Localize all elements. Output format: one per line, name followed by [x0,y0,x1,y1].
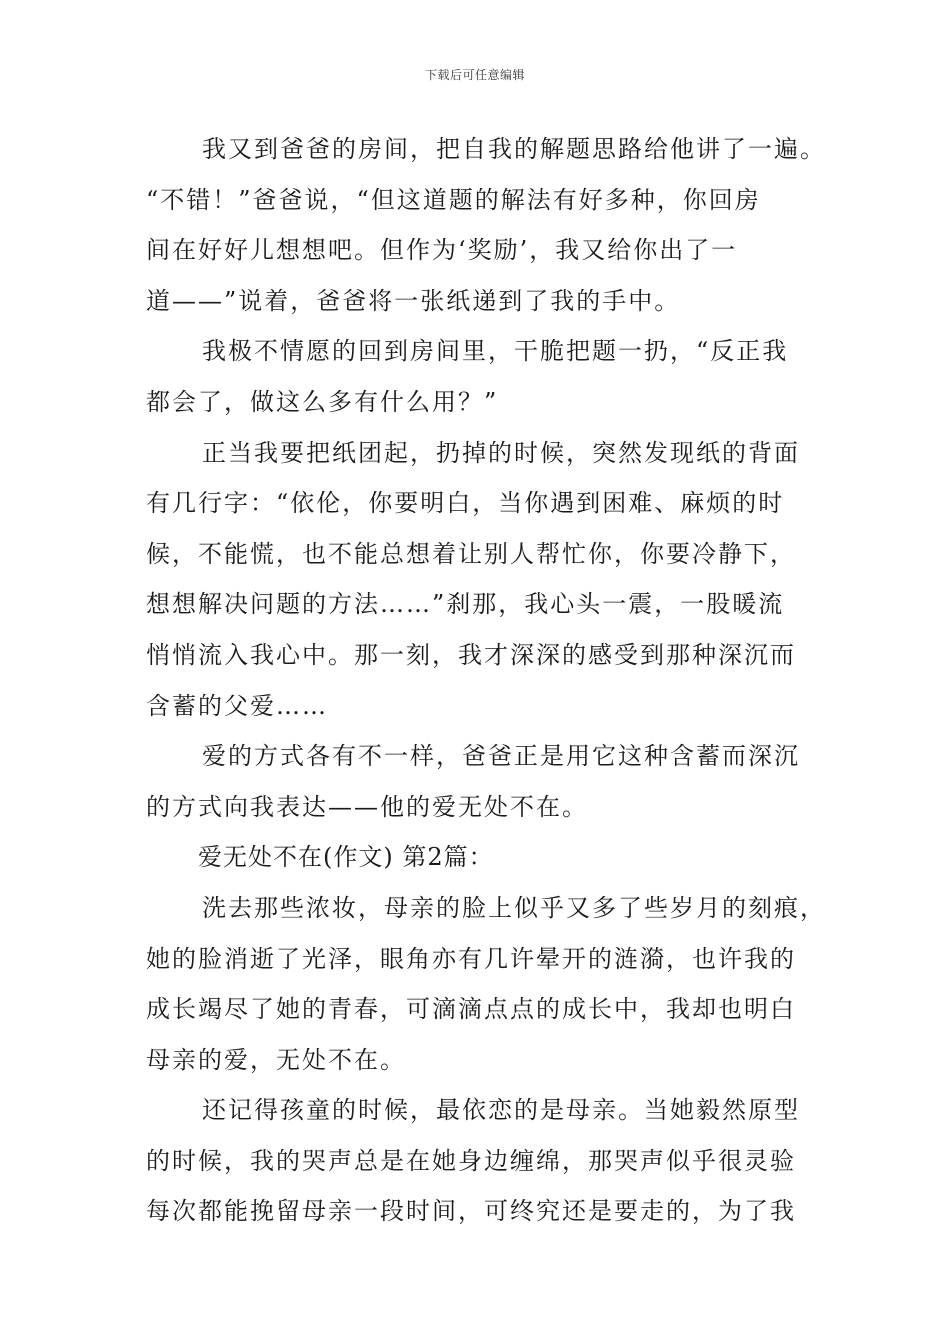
text-line: 想想解决问题的方法……”刹那，我心头一震，一股暖流 [146,590,785,619]
text-line: 爱的方式各有不一样，爸爸正是用它这种含蓄而深沉 [202,742,800,771]
text-line: 候，不能慌，也不能总想着让别人帮忙你，你要冷静下， [146,539,796,568]
text-line: 的时候，我的哭声总是在她身边缠绵，那哭声似乎很灵验 [146,1146,796,1175]
text-line: 每次都能挽留母亲一段时间，可终究还是要走的，为了我 [146,1197,796,1226]
text-line: 含蓄的父爱…… [146,691,328,720]
section-heading: 爱无处不在(作文) 第2篇： [198,843,494,872]
text-line: 母亲的爱，无处不在。 [146,1045,406,1074]
text-line: 道——”说着，爸爸将一张纸递到了我的手中。 [146,286,681,315]
text-line: 她的脸消逝了光泽，眼角亦有几许晕开的涟漪，也许我的 [146,944,796,973]
text-line: 洗去那些浓妆，母亲的脸上似乎又多了些岁月的刻痕， [202,893,826,922]
text-line: 我又到爸爸的房间，把自我的解题思路给他讲了一遍。 [202,135,826,163]
text-line: “不错！”爸爸说，“但这道题的解法有好多种，你回房 [146,185,761,214]
text-line: 间在好好儿想想吧。但作为‘奖励’，我又给你出了一 [146,236,738,265]
document-body [146,128,826,1241]
text-line: 有几行字：“依伦，你要明白，当你遇到困难、麻烦的时 [146,489,785,518]
text-line: 都会了，做这么多有什么用？” [146,387,499,416]
page-header: 下载后可任意编辑 [424,68,525,82]
text-line: 我极不情愿的回到房间里，干脆把题一扔，“反正我 [202,337,789,366]
text-line: 的方式向我表达——他的爱无处不在。 [146,792,588,821]
text-line: 还记得孩童的时候，最依恋的是母亲。当她毅然原型 [202,1096,800,1125]
text-line: 悄悄流入我心中。那一刻，我才深深的感受到那种深沉而 [146,640,796,669]
text-line: 成长竭尽了她的青春，可滴滴点点的成长中，我却也明白 [146,995,796,1024]
text-line: 正当我要把纸团起，扔掉的时候，突然发现纸的背面 [202,438,800,467]
